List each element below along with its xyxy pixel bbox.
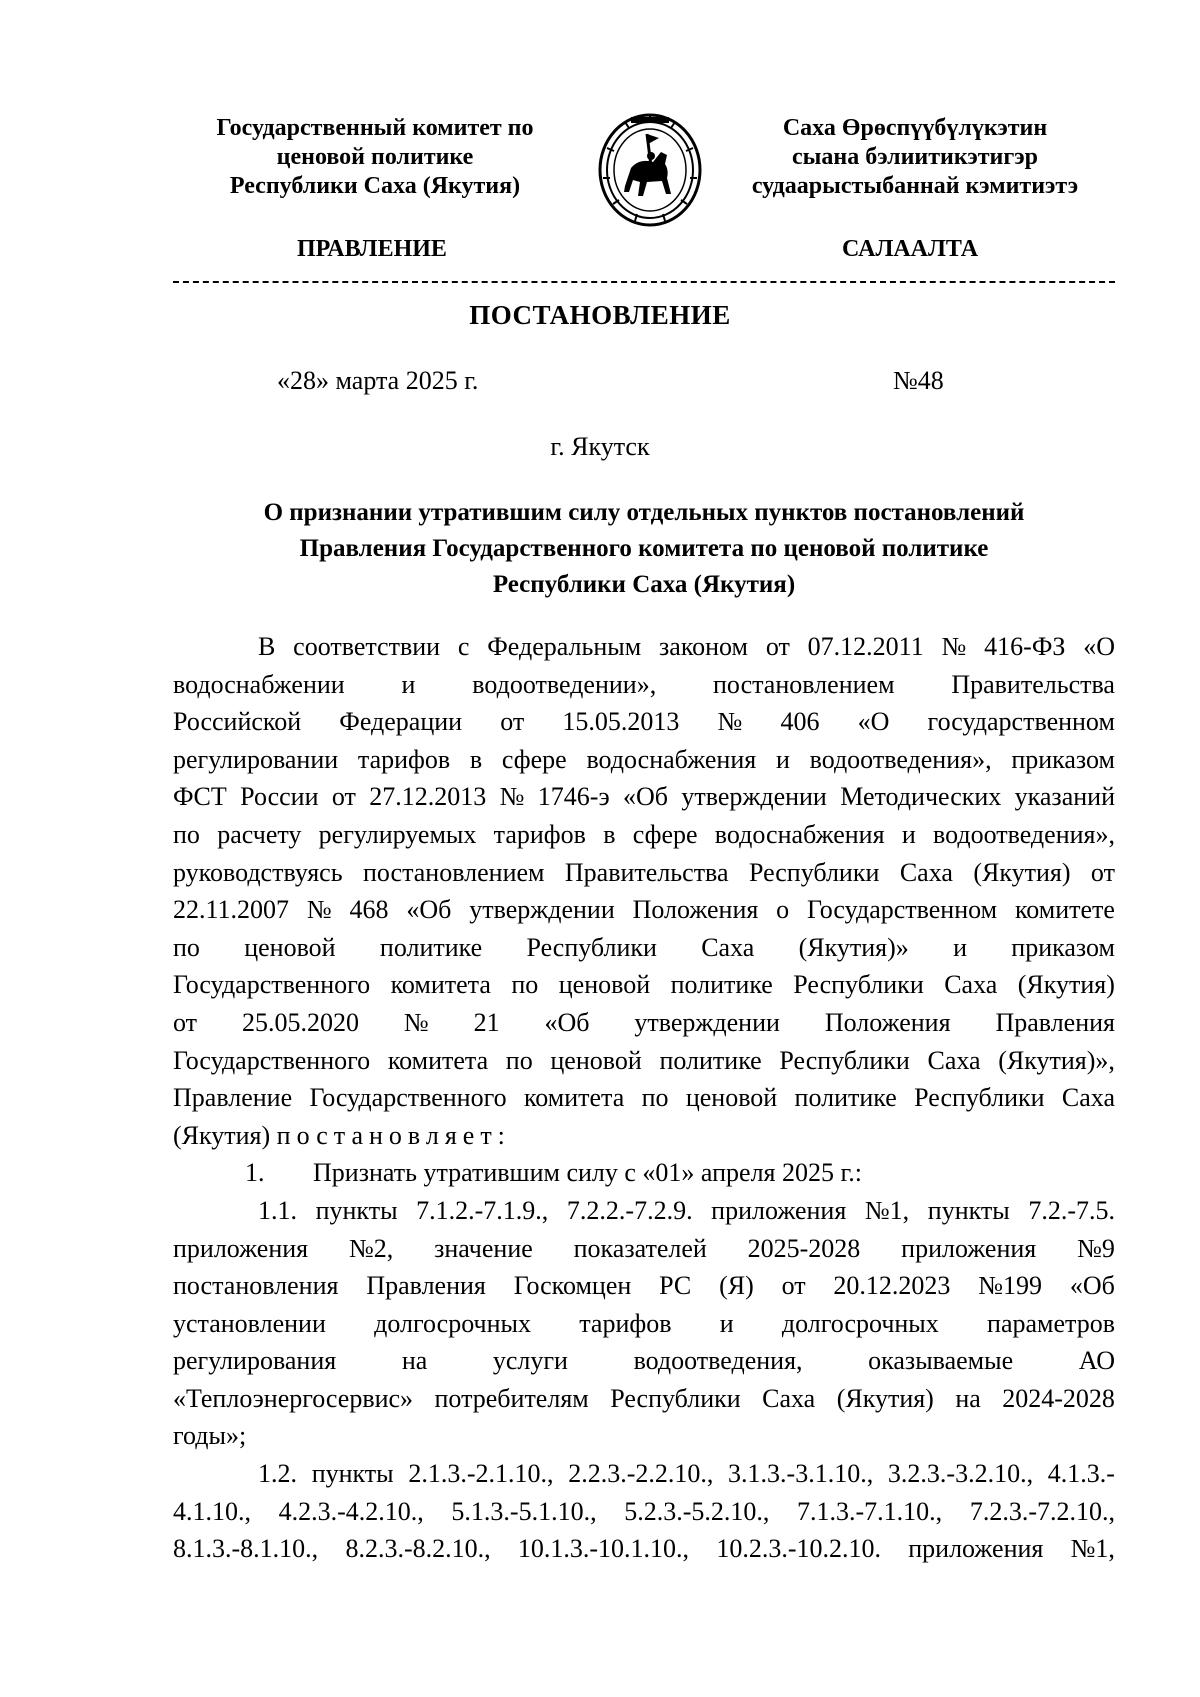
word: Методических xyxy=(840,782,1002,812)
word: регулировании xyxy=(173,744,339,774)
word: «Теплоэнергосервис» xyxy=(173,1383,414,1413)
word: долгосрочных xyxy=(374,1308,531,1338)
word: 21 xyxy=(473,1007,500,1037)
resolves-word: постановляет: xyxy=(276,1120,511,1150)
word: Республики xyxy=(748,857,880,887)
word: № xyxy=(941,632,967,661)
word: и xyxy=(953,932,967,962)
word: государственном xyxy=(927,707,1115,737)
word: Саха xyxy=(944,970,998,1000)
word: 15.05.2013 xyxy=(562,707,680,737)
word: сфере xyxy=(632,819,698,849)
dashed-divider xyxy=(173,281,1115,283)
word: показателей xyxy=(573,1233,707,1263)
issuer-name-sah xyxy=(715,114,1115,201)
word: от xyxy=(765,632,790,661)
word: (Якутия) xyxy=(836,1383,934,1413)
word: законом xyxy=(659,632,749,661)
word: комитете xyxy=(1014,895,1115,925)
word: 25.05.2020 xyxy=(241,1007,359,1037)
word: водоотведения», xyxy=(809,744,992,774)
item-number: 1. xyxy=(245,1158,265,1188)
word: 10.1.3.-10.1.10., xyxy=(517,1534,690,1564)
word: «О xyxy=(857,707,890,737)
word: «Об xyxy=(1069,1271,1115,1301)
document-title xyxy=(173,495,1115,603)
word: 7.1.3.-7.1.10., xyxy=(797,1496,943,1526)
word: 1746-э xyxy=(537,782,610,812)
text-line xyxy=(173,666,1115,704)
word: по xyxy=(505,1045,533,1075)
word: от xyxy=(1090,857,1115,887)
word: 22.11.2007 xyxy=(173,895,290,925)
word: ценовой xyxy=(685,1083,778,1113)
word: ценовой xyxy=(558,970,651,1000)
word: тарифов xyxy=(493,819,586,849)
word: 7.1.2.-7.1.9., xyxy=(416,1195,549,1225)
text-line xyxy=(173,929,1115,967)
word: 10.2.3.-10.2.10. xyxy=(716,1534,881,1564)
word: политике xyxy=(379,932,483,962)
issuer-name-ru xyxy=(175,114,575,201)
word: 416-ФЗ xyxy=(984,632,1066,661)
word: в xyxy=(469,744,483,774)
word: 468 xyxy=(349,895,389,925)
word: (Якутия) xyxy=(973,857,1071,887)
word: утверждении xyxy=(681,782,827,812)
issuer-line: судаарыстыбаннай кэмитиэтэ xyxy=(751,173,1079,199)
word: постановлением xyxy=(713,669,895,699)
word: руководствуясь xyxy=(173,857,343,887)
word: № xyxy=(717,707,743,737)
word: по xyxy=(641,1083,669,1113)
text-line xyxy=(173,966,1115,1004)
word: 2.2.3.-2.2.10., xyxy=(568,1459,714,1489)
item-text: Признать утратившим силу с «01» апреля 2025 г.: xyxy=(313,1158,862,1188)
text-line xyxy=(173,1042,1115,1080)
item-1-2-paragraph xyxy=(173,1455,1115,1568)
word: Саха xyxy=(927,1045,981,1075)
board-label-sah: САЛААЛТА xyxy=(842,236,979,262)
word: России xyxy=(240,782,319,812)
word: 20.12.2023 xyxy=(833,1271,951,1301)
text-line xyxy=(173,628,1115,666)
word: 1.2. xyxy=(258,1459,297,1489)
text-line xyxy=(173,854,1115,892)
title-line: О признании утратившим силу отдельных пунктов постановлений xyxy=(263,499,1025,526)
word: от xyxy=(781,1271,806,1301)
word: от xyxy=(173,1007,198,1037)
word: Государственного xyxy=(173,970,371,1000)
word: политике xyxy=(659,1045,762,1075)
word: Республики xyxy=(526,932,657,962)
word: 7.2.3.-7.2.10., xyxy=(969,1496,1115,1526)
word: № xyxy=(403,1007,429,1037)
text-line xyxy=(173,1455,1115,1493)
word: 3.2.3.-3.2.10., xyxy=(887,1459,1034,1489)
word: в xyxy=(603,819,616,849)
text-run: (Якутия) xyxy=(173,1120,271,1150)
word: долгосрочных xyxy=(781,1308,939,1338)
word: 1.1. xyxy=(258,1195,297,1225)
word: ценовой xyxy=(550,1045,642,1075)
word: Госкомцен xyxy=(513,1271,632,1301)
word: с xyxy=(457,632,470,661)
word: Положения xyxy=(632,895,759,925)
word: 4.1.10., xyxy=(173,1496,251,1526)
word: Федеральным xyxy=(487,632,642,661)
word: комитета xyxy=(523,1083,625,1113)
document-type: ПОСТАНОВЛЕНИЕ xyxy=(469,300,731,330)
word: Саха xyxy=(899,857,953,887)
word: услуги xyxy=(492,1346,568,1376)
word: Республики xyxy=(779,1045,910,1075)
word: на xyxy=(401,1346,428,1376)
word: 7.2.-7.5. xyxy=(1028,1195,1115,1225)
word: Правительства xyxy=(564,857,729,887)
word: и xyxy=(775,744,790,774)
issuer-line: ценовой политике xyxy=(276,144,474,170)
word: Республики xyxy=(914,1083,1045,1113)
word: № xyxy=(499,782,525,812)
word: 2024-2028 xyxy=(1002,1383,1115,1413)
title-line: Правления Государственного комитета по ценовой политике xyxy=(299,535,989,562)
document-date: «28» марта 2025 г. xyxy=(277,366,479,395)
word: приложения xyxy=(173,1233,309,1263)
word: Федерации xyxy=(339,707,463,737)
word: Государственного xyxy=(173,1045,371,1075)
word: утверждении xyxy=(634,1007,780,1037)
word: 4.2.3.-4.2.10., xyxy=(278,1496,424,1526)
item-1-1-paragraph xyxy=(173,1192,1115,1418)
word: водоотведения», xyxy=(933,819,1115,849)
word: 4.1.3.- xyxy=(1047,1459,1115,1489)
word: от xyxy=(500,707,525,737)
word: Саха xyxy=(1061,1083,1115,1113)
word: 3.1.3.-3.1.10., xyxy=(728,1459,874,1489)
word: водоотведении», xyxy=(472,669,657,699)
word: Государственного xyxy=(309,1083,507,1113)
word: 406 xyxy=(780,707,820,737)
word: на xyxy=(955,1383,981,1413)
board-label-ru: ПРАВЛЕНИЕ xyxy=(297,236,447,262)
text-run: годы»; xyxy=(173,1421,247,1451)
word: тарифов xyxy=(579,1308,672,1338)
word: комитета xyxy=(387,1045,489,1075)
word: регулирования xyxy=(173,1346,337,1376)
item-1 xyxy=(173,1154,1115,1192)
word: приложения xyxy=(901,1233,1037,1263)
text-line xyxy=(173,1530,1115,1568)
word: (Я) xyxy=(719,1271,754,1301)
issuer-line: Государственный комитет по xyxy=(216,115,534,141)
word: тарифов xyxy=(357,744,451,774)
word: постановления xyxy=(173,1271,339,1301)
word: В xyxy=(258,632,276,661)
word: оказываемые xyxy=(868,1346,1014,1376)
text-line xyxy=(173,1305,1115,1343)
text-line xyxy=(173,891,1115,929)
word: приложения xyxy=(711,1195,847,1225)
word: 2025-2028 xyxy=(747,1233,861,1263)
word: приказом xyxy=(1011,744,1115,774)
word: № xyxy=(306,895,332,925)
word: приложения xyxy=(908,1534,1044,1564)
word: Правительства xyxy=(951,669,1115,699)
text-line xyxy=(173,1192,1115,1230)
word: АО xyxy=(1078,1346,1115,1376)
word: водоснабжении xyxy=(173,669,345,699)
word: по xyxy=(173,819,200,849)
word: и xyxy=(719,1308,734,1338)
word: утверждении xyxy=(469,895,615,925)
word: «Об xyxy=(406,895,452,925)
word: от xyxy=(331,782,356,812)
text-line xyxy=(173,1342,1115,1380)
word: 7.2.2.-7.2.9. xyxy=(566,1195,693,1225)
word: по xyxy=(511,970,539,1000)
text-line xyxy=(173,741,1115,779)
issuer-line: сыана бэлиитикэтигэр xyxy=(791,144,1038,170)
document-number: №48 xyxy=(893,366,944,395)
word: водоснабжения xyxy=(586,744,757,774)
word: РС xyxy=(659,1271,692,1301)
word: Республики xyxy=(610,1383,741,1413)
word: ценовой xyxy=(244,932,336,962)
word: сфере xyxy=(501,744,567,774)
text-line xyxy=(173,816,1115,854)
text-line xyxy=(173,1417,1115,1455)
word: и xyxy=(901,819,916,849)
word: «О xyxy=(1083,632,1115,661)
word: регулируемых xyxy=(318,819,477,849)
word: Правления xyxy=(366,1271,486,1301)
word: (Якутия) xyxy=(1017,970,1115,1000)
word: Российской xyxy=(173,707,302,737)
text-line xyxy=(173,1267,1115,1305)
word: ФСТ xyxy=(173,782,227,812)
word: параметров xyxy=(987,1308,1115,1338)
word: постановлением xyxy=(362,857,545,887)
word: «Об xyxy=(622,782,668,812)
text-line xyxy=(173,1230,1115,1268)
word: «Об xyxy=(544,1007,590,1037)
word: пункты xyxy=(315,1195,398,1225)
text-line xyxy=(173,1380,1115,1418)
preamble-paragraph xyxy=(173,628,1115,1117)
word: расчету xyxy=(217,819,302,849)
word: Правления xyxy=(995,1007,1115,1037)
document-city: г. Якутск xyxy=(550,432,650,461)
word: пункты xyxy=(927,1195,1010,1225)
word: (Якутия)», xyxy=(998,1045,1115,1075)
issuer-line: Саха Өрөспүүбүлүкэтин xyxy=(782,115,1048,141)
word: потребителям xyxy=(434,1383,589,1413)
word: комитета xyxy=(390,970,491,1000)
word: политике xyxy=(670,970,773,1000)
word: 5.2.3.-5.2.10., xyxy=(624,1496,770,1526)
document-body xyxy=(173,628,1115,1568)
word: 07.12.2011 xyxy=(807,632,924,661)
word: 27.12.2013 xyxy=(369,782,487,812)
text-line xyxy=(173,778,1115,816)
word: Саха xyxy=(762,1383,816,1413)
title-line: Республики Саха (Якутия) xyxy=(492,571,796,598)
word: указаний xyxy=(1014,782,1115,812)
word: №9 xyxy=(1077,1233,1115,1263)
word: соответствии xyxy=(293,632,441,661)
word: (Якутия)» xyxy=(798,932,909,962)
word: Государственном xyxy=(807,895,998,925)
word: 8.2.3.-8.2.10., xyxy=(345,1534,491,1564)
word: №2, xyxy=(348,1233,394,1263)
word: №199 xyxy=(978,1271,1043,1301)
text-line xyxy=(173,1117,1115,1155)
word: пункты xyxy=(311,1459,394,1489)
word: Саха xyxy=(701,932,755,962)
word: приказом xyxy=(1011,932,1115,962)
word: №1, xyxy=(864,1195,910,1225)
text-line xyxy=(173,703,1115,741)
word: водоотведения, xyxy=(633,1346,803,1376)
sakha-coat-of-arms-icon xyxy=(595,108,705,228)
word: Положения xyxy=(824,1007,951,1037)
word: Республики xyxy=(793,970,924,1000)
text-line xyxy=(173,1079,1115,1117)
word: №1, xyxy=(1070,1534,1115,1564)
word: 8.1.3.-8.1.10., xyxy=(173,1534,319,1564)
word: и xyxy=(401,669,416,699)
word: 2.1.3.-2.1.10., xyxy=(408,1459,554,1489)
word: о xyxy=(776,895,790,925)
word: по xyxy=(173,932,200,962)
word: значение xyxy=(434,1233,533,1263)
word: 5.1.3.-5.1.10., xyxy=(451,1496,597,1526)
word: Правление xyxy=(173,1083,293,1113)
word: водоснабжения xyxy=(714,819,885,849)
word: политике xyxy=(794,1083,897,1113)
text-line xyxy=(173,1493,1115,1531)
word: установлении xyxy=(173,1308,326,1338)
text-line xyxy=(173,1004,1115,1042)
issuer-line: Республики Саха (Якутия) xyxy=(229,173,521,199)
